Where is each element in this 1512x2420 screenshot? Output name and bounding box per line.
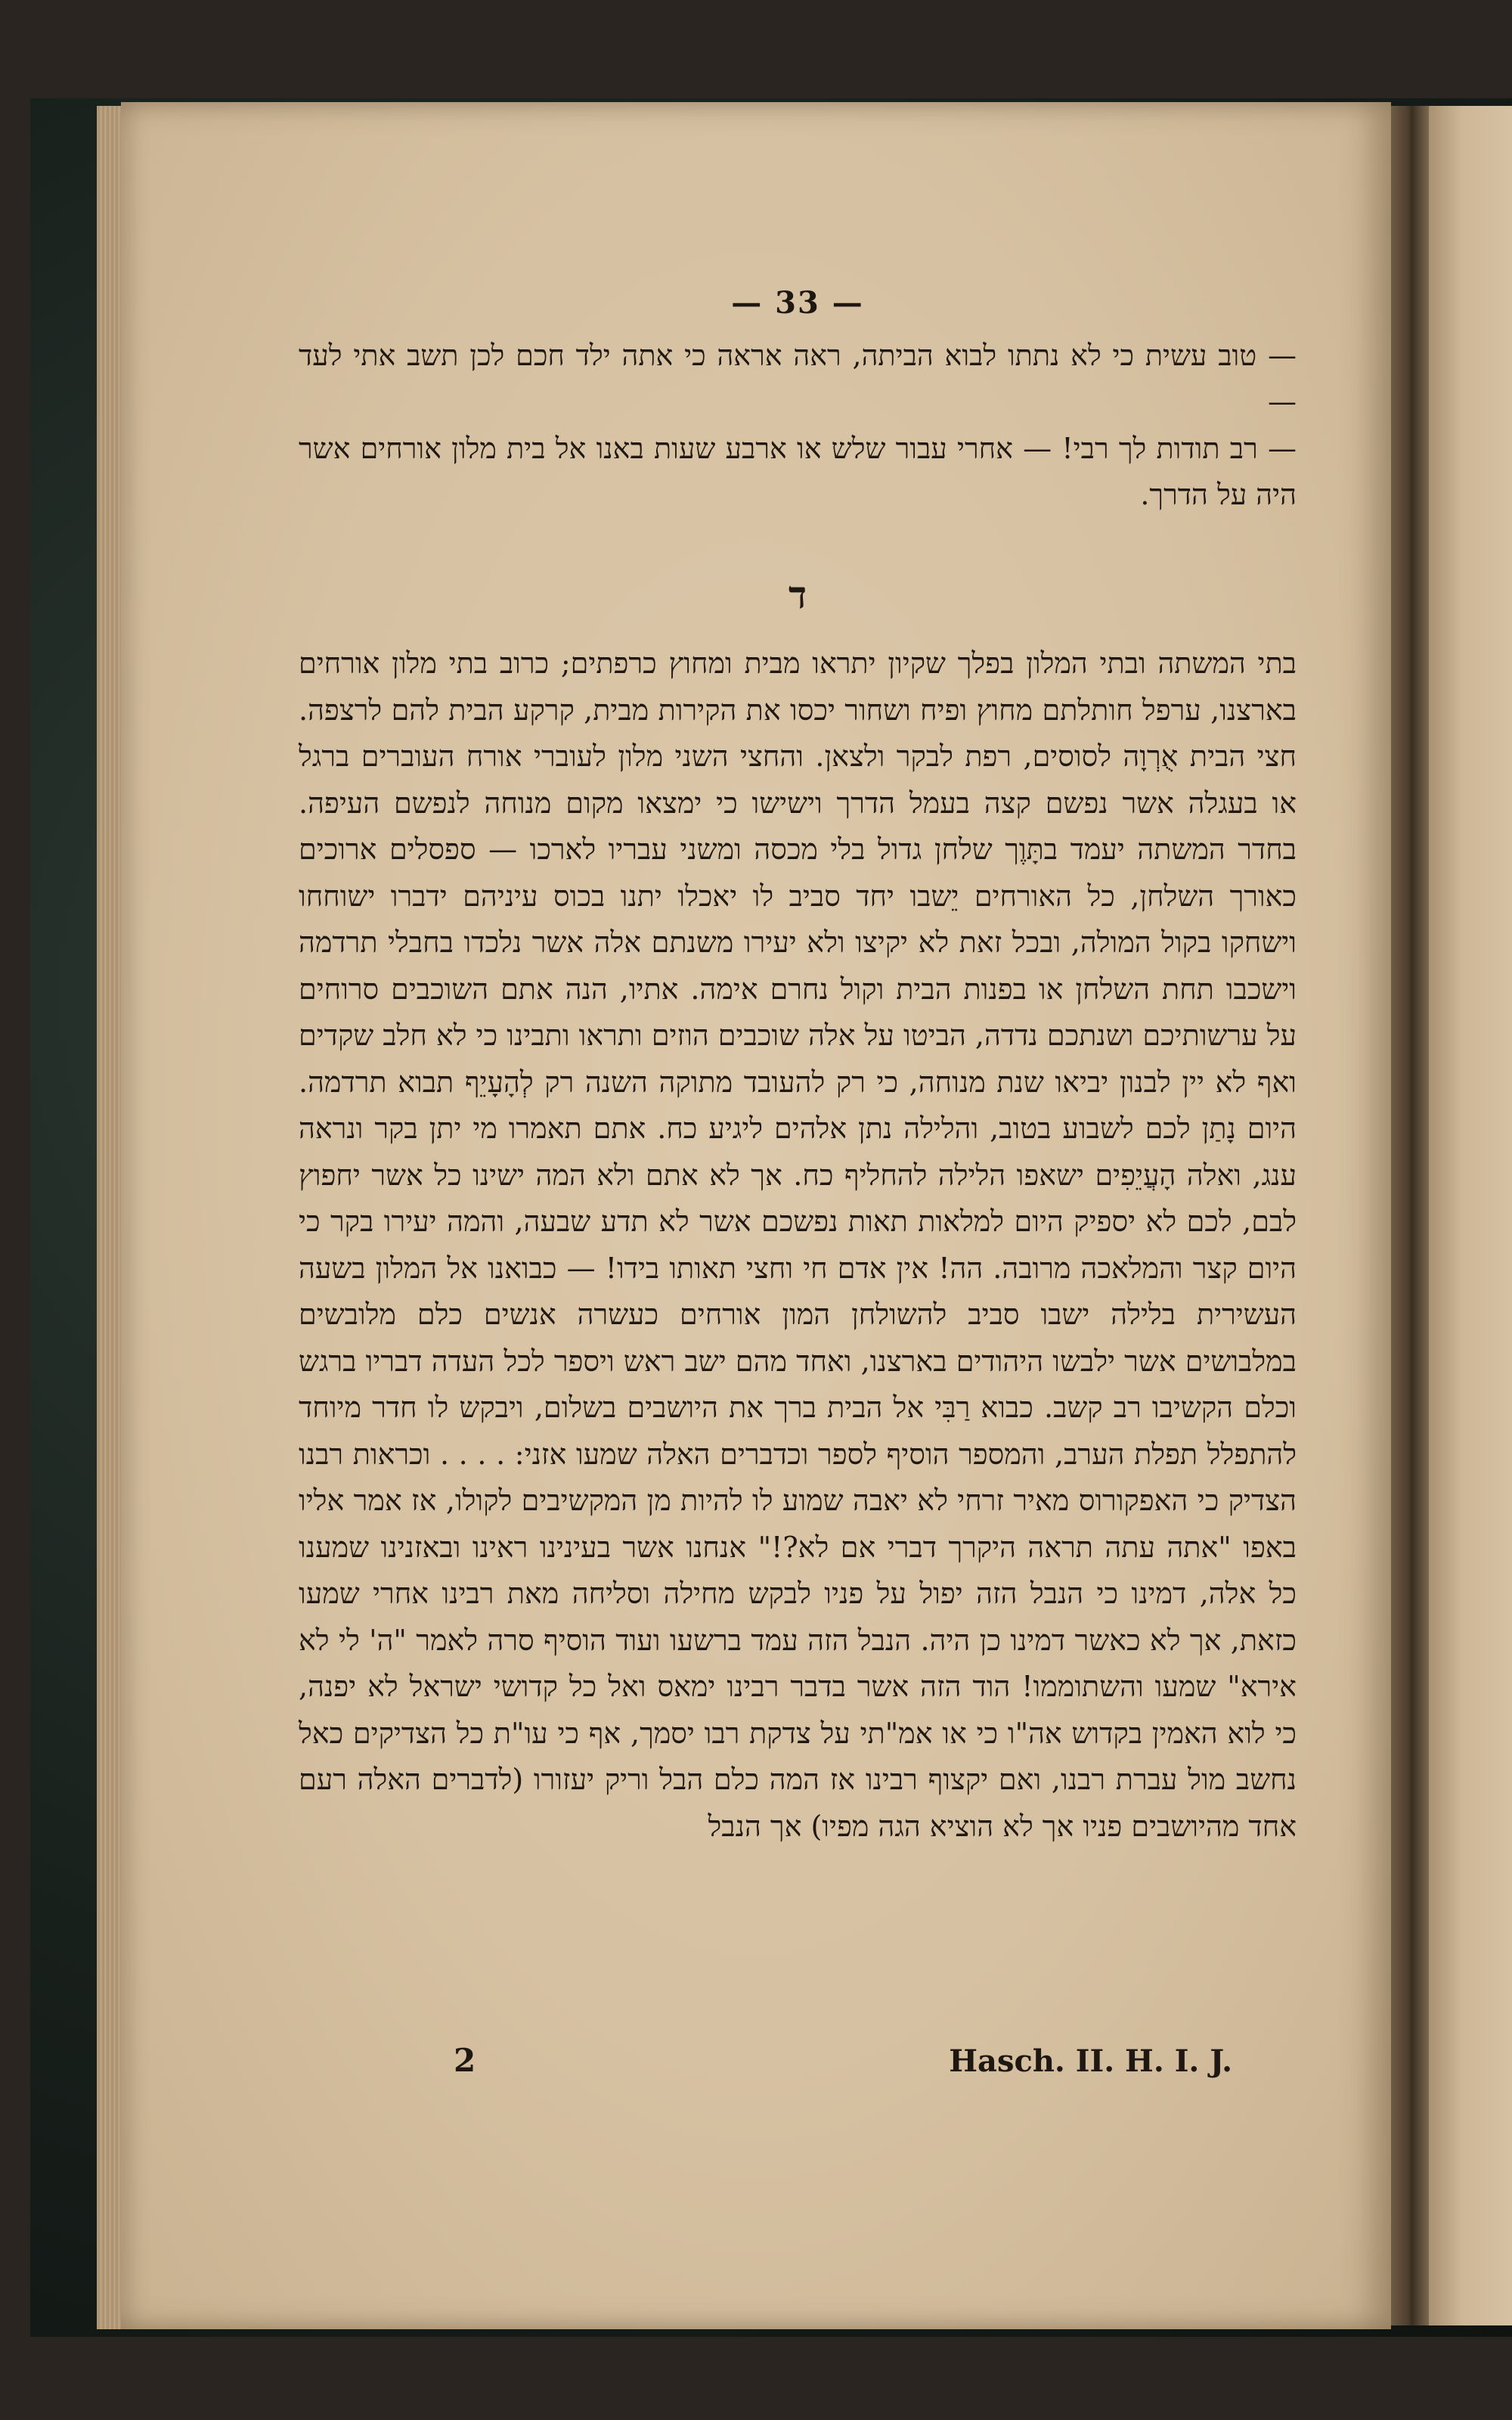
book-gutter [1391,106,1429,2325]
page-footer [454,2042,1232,2079]
section-heading: ד [788,572,807,617]
page-number: — 33 — [731,285,864,321]
page-content [299,280,1297,1850]
signature-mark: 2 [454,2042,476,2079]
facing-page-edge [1429,106,1512,2325]
body-paragraph: בתי המשתה ובתי המלון בפלך שקיון יתראו מבית ומחוץ כרפתים; כרוב בתי מלון אורחים בארצנו, ערפל חותלתם מחוץ ופיח ושחור יכסו את הקירות מבית, קרקע הבית להם לרצפה. חצי הבית אֻרְוָה לסוסים, רפת לבקר ולצאן. והחצי השני מלון לעוברי אורח העוברים ברגל או בעגלה אשר נפשם קצה בעמל הדרך וישישו כי ימצאו מקום מנוחה לנפשם העיפה. בחדר המשתה יעמד בתָּוֶך שלחן גדול בלי מכסה ומשני עבריו לארכו — ספסלים ארוכים כאורך השלחן, כל האורחים יֵשבו יחד סביב לו יאכלו יתנו בכוס עיניהם ידברו ישוחחו וישחקו בקול המולה, ובכל זאת לא יקיצו ולא יעירו משנתם אלה אשר נלכדו בחבלי תרדמה וישכבו תחת השלחן או בפנות הבית וקול נחרם אימה. אתיו, הנה אתם השוכבים סרוחים על ערשותיכם ושנתכם נדדה, הביטו על אלה שוכבים הוזים ותראו ותבינו כי לא חלב שקדים ואף לא יין לבנון יביאו שנת מנוחה, כי רק להעובד מתוקה השנה רק לְהָעָיֵף תבוא תרדמה. היום נָתַן לכם לשבוע בטוב, והלילה נתן אלהים ליגיע כח. אתם תאמרו מי יתן בקר ונראה ענג, ואלה הָעֲיֵפִים ישאפו הלילה להחליף כח. אך לא אתם ולא המה ישינו כל אשר יחפוץ לבם, לכם לא יספיק היום למלאות תאות נפשכם אשר לא תדע שבעה, והמה יעירו בקר כי היום קצר והמלאכה מרובה. הה! אין אדם חי וחצי תאותו בידו! — כבואנו אל המלון בשעה העשירית בלילה ישבו סביב להשולחן המון אורחים כעשרה אנשים כלם מלובשים במלבושים אשר ילבשו היהודים בארצנו, ואחד מהם ישב ראש ויספר לכל העדה דבריו ברגש וכלם הקשיבו רב קשב. כבוא רַבִּי אל הבית ברך את היושבים בשלום, ויבקש לו חדר מיוחד להתפלל תפלת הערב, והמספר הוסיף לספר וכדברים האלה שמעו אזני: . . . . וכראות רבנו הצדיק כי האפקורוס מאיר זרחי לא יאבה שמוע לו להיות מן המקשיבים לקולו, אז אמר אליו באפו "אתה עתה תראה היקרך דברי אם לא?!" אנחנו אשר בעינינו ראינו ובאזנינו שמענו כל אלה, דמינו כי הנבל הזה יפול על פניו לבקש מחילה וסליחה מאת רבינו אחרי שמעו כזאת, אך לא כאשר דמינו כן היה. הנבל הזה עמד ברשעו ועוד הוסיף סרה לאמר "ה' לי לא אירא" שמעו והשתוממו! הוד הזה אשר בדבר רבינו ימאס ואל כל קדושי ישראל לא יפנה, כי לוא האמין בקדוש אה"ו כי או אמ"תי על צדקת רבו יסמך, אף כי עו"ת כל הצדיקים כאל נחשב מול עברת רבנו, ואם יקצוף רבינו אז המה כלם הבל וריק יעזורו (לדברים האלה רעם אחד מהיושבים פניו אך לא הוציא הגה מפיו) אך הנבל [299,647,1297,1843]
opening-paragraph-1: — טוב עשית כי לא נתתו לבוא הביתה, ראה אראה כי אתה ילד חכם לכן תשב אתי לעד — [299,338,1297,418]
opening-paragraph-2: — רב תודות לך רבי! — אחרי עבור שלש או ארבע שעות באנו אל בית מלון אורחים אשר היה על הדרך. [299,431,1297,511]
running-foot: Hasch. II. H. I. J. [949,2043,1232,2079]
